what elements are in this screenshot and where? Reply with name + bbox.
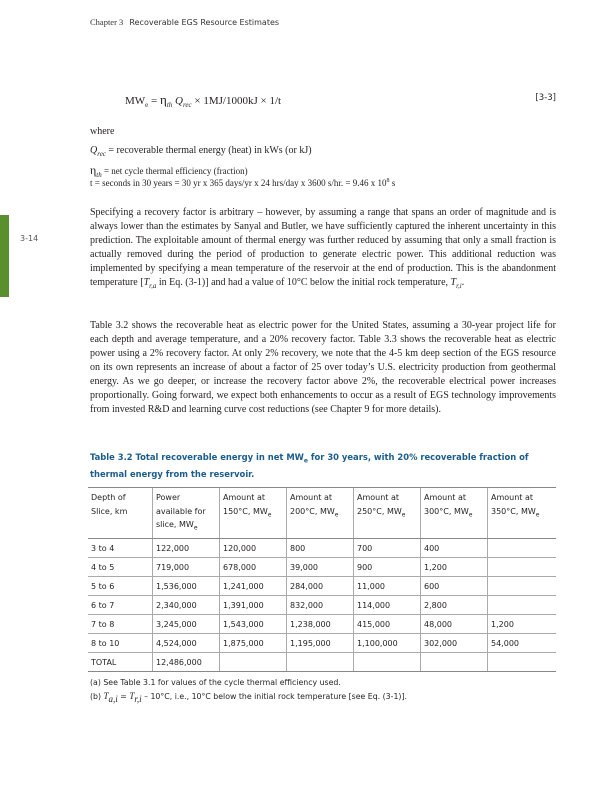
col-header — [220, 488, 287, 539]
eq-equals: = — [151, 95, 158, 107]
col-header-text: Amount at 300°C, MW — [424, 493, 469, 516]
table-row — [88, 653, 556, 672]
table-cell: 284,000 — [287, 577, 354, 596]
para1-t2-sub: r,i — [456, 282, 462, 290]
col-header-sub: e — [267, 511, 272, 519]
table-cell — [488, 596, 557, 615]
def-t-text: t = seconds in 30 years = 30 yr x 365 days/yr x 24 hrs/day x 3600 s/hr. = 9.46 x 10 — [90, 178, 387, 188]
footnote-b-label: (b) — [90, 692, 102, 701]
col-header-text: Amount at 250°C, MW — [357, 493, 402, 516]
table-cell: 8 to 10 — [88, 634, 153, 653]
table-cell — [421, 653, 488, 672]
table-cell: 1,543,000 — [220, 615, 287, 634]
equation-number: [3-3] — [535, 93, 556, 103]
running-head — [90, 17, 279, 27]
def-t-unit: s — [391, 178, 396, 188]
table-cell: 1,195,000 — [287, 634, 354, 653]
chapter-label: Chapter 3 — [90, 17, 124, 27]
table-cell: 6 to 7 — [88, 596, 153, 615]
def-q-sub: rec — [97, 150, 106, 158]
table-row — [88, 539, 556, 558]
def-eta-text: = net cycle thermal efficiency (fraction) — [103, 166, 248, 176]
equation-3-3 — [125, 92, 281, 109]
footnote-b-t-sub: a,i — [108, 693, 118, 704]
col-header-text: Amount at 150°C, MW — [223, 493, 268, 516]
table-cell: 719,000 — [153, 558, 220, 577]
eq-q-symbol: Q — [175, 95, 183, 107]
table-cell: 302,000 — [421, 634, 488, 653]
caption-sub: e — [303, 457, 308, 465]
table-cell: 2,800 — [421, 596, 488, 615]
col-header-text: Amount at 350°C, MW — [491, 493, 536, 516]
table-cell: 54,000 — [488, 634, 557, 653]
col-header — [354, 488, 421, 539]
table-row — [88, 634, 556, 653]
table-cell: 4 to 5 — [88, 558, 153, 577]
eq-rest: × 1MJ/1000kJ × 1/t — [194, 95, 282, 107]
col-header-sub: e — [401, 511, 406, 519]
table-cell: 1,200 — [421, 558, 488, 577]
footnote-b-equals: = — [120, 692, 127, 701]
table-cell: 12,486,000 — [153, 653, 220, 672]
col-header-text: Depth of Slice, km — [91, 493, 128, 516]
definition-q-rec — [90, 145, 312, 158]
footnote-a: (a) See Table 3.1 for values of the cycle thermal efficiency used. — [90, 678, 341, 687]
table-body — [88, 539, 556, 672]
table-cell: 678,000 — [220, 558, 287, 577]
para1-t-symbol: T — [143, 277, 150, 288]
table-cell: 3,245,000 — [153, 615, 220, 634]
table-cell — [354, 653, 421, 672]
table-caption — [90, 451, 550, 480]
table-row — [88, 558, 556, 577]
footnote-b-t2-symbol: T — [129, 691, 135, 701]
where-label: where — [90, 126, 115, 137]
table-row — [88, 596, 556, 615]
table-cell: 114,000 — [354, 596, 421, 615]
table-cell: 800 — [287, 539, 354, 558]
table-cell — [488, 577, 557, 596]
para1-mid: in Eq. (3-1)] and had a value of 10°C below the initial rock temperature, — [158, 277, 449, 288]
page-number: 3-14 — [20, 234, 39, 243]
col-header — [421, 488, 488, 539]
table-cell: TOTAL — [88, 653, 153, 672]
table-row — [88, 577, 556, 596]
table-cell — [287, 653, 354, 672]
table-cell: 1,238,000 — [287, 615, 354, 634]
table-cell: 832,000 — [287, 596, 354, 615]
table-cell: 415,000 — [354, 615, 421, 634]
table-cell: 5 to 6 — [88, 577, 153, 596]
table-cell: 1,391,000 — [220, 596, 287, 615]
eq-q-sub: rec — [182, 101, 192, 110]
table-cell: 1,536,000 — [153, 577, 220, 596]
col-header-sub: e — [535, 511, 540, 519]
footnote-b-t-symbol: T — [103, 691, 109, 701]
table-cell: 2,340,000 — [153, 596, 220, 615]
table-row — [88, 615, 556, 634]
table-cell: 900 — [354, 558, 421, 577]
table-cell: 1,241,000 — [220, 577, 287, 596]
col-header-text: Amount at 200°C, MW — [290, 493, 335, 516]
paragraph-table-summary: Table 3.2 shows the recoverable heat as electric power for the United States, assuming a 30-year project life for each depth and average temperature, and a 20% recovery factor. Table 3.3 shows the recoverable heat as electric power using a 2% recovery factor. At only 2% recovery, we note that the 4-5 km deep section of the EGS resource on its own represents an increase of about a factor of 25 over today’s U.S. electricity production from geothermal energy. As we go deeper, or increase the recovery factor above 2%, the recoverable electrical power increases proportionally. Going forward, we expect both enhancements to occur as a result of EGS technology improvements from invested R&D and learning curve cost reductions (see Chapter 9 for more details). — [90, 320, 556, 415]
eq-eta-symbol: η — [160, 92, 167, 107]
caption-part-a: Table 3.2 Total recoverable energy in net MW — [90, 452, 304, 462]
paragraph-recovery-factor — [90, 206, 556, 293]
col-header-sub: e — [193, 524, 198, 532]
col-header — [287, 488, 354, 539]
eq-eta-sub: th — [166, 101, 173, 110]
def-q-text: = recoverable thermal energy (heat) in kWs (or kJ) — [108, 145, 312, 156]
col-header — [488, 488, 557, 539]
para1-end: . — [461, 277, 465, 288]
table-cell — [220, 653, 287, 672]
col-header-text: Power available for slice, MW — [156, 493, 206, 529]
table-cell: 4,524,000 — [153, 634, 220, 653]
table-cell: 48,000 — [421, 615, 488, 634]
def-eta-symbol: η — [90, 163, 97, 177]
table-cell — [488, 539, 557, 558]
col-header — [88, 488, 153, 539]
table-cell: 120,000 — [220, 539, 287, 558]
chapter-title: Recoverable EGS Resource Estimates — [129, 18, 280, 27]
footnote-b-t2-sub: r,i — [134, 693, 142, 704]
recoverable-energy-table — [88, 487, 556, 672]
table-cell: 700 — [354, 539, 421, 558]
chapter-tab-marker — [0, 215, 9, 297]
para1-text: Specifying a recovery factor is arbitrary – however, by assuming a range that spans an order of magnitude and is always lower than the estimates by Sanyal and Butler, we have sufficiently captured the inherent uncertainty in this prediction. The exploitable amount of thermal energy was further reduced by assuming that only a small fraction is actually removed during the period of production to generate electric power. This additional reduction was implemented by specifying a mean temperature of the reservoir at the end of production. This is the abandonment temperature [ — [90, 207, 556, 288]
table-cell: 1,875,000 — [220, 634, 287, 653]
caption-part-b: for 30 years, with 20% recoverable fraction of thermal energy from the reservoir. — [90, 452, 529, 479]
table-cell: 600 — [421, 577, 488, 596]
def-t-exponent: 8 — [386, 178, 390, 184]
table-cell: 7 to 8 — [88, 615, 153, 634]
table-cell: 39,000 — [287, 558, 354, 577]
definition-t — [90, 178, 395, 188]
footnote-b — [90, 691, 407, 704]
para1-t-sub: r,a — [149, 282, 157, 290]
table-cell: 1,200 — [488, 615, 557, 634]
table-cell — [488, 653, 557, 672]
table-cell: 122,000 — [153, 539, 220, 558]
table-cell: 11,000 — [354, 577, 421, 596]
table-header-row — [88, 488, 556, 539]
def-q-symbol: Q — [90, 145, 98, 156]
def-eta-sub: th — [96, 170, 102, 179]
eq-lhs-sub: e — [145, 101, 149, 110]
eq-lhs: MW — [125, 95, 146, 107]
col-header-sub: e — [334, 511, 339, 519]
col-header-sub: e — [468, 511, 473, 519]
table-cell — [488, 558, 557, 577]
table-cell: 400 — [421, 539, 488, 558]
table-cell: 1,100,000 — [354, 634, 421, 653]
footnote-b-text: – 10°C, i.e., 10°C below the initial rock temperature [see Eq. (3-1)]. — [144, 692, 407, 701]
definition-eta-th — [90, 163, 248, 179]
col-header — [153, 488, 220, 539]
table-cell: 3 to 4 — [88, 539, 153, 558]
para1-t2-symbol: T — [450, 277, 457, 288]
